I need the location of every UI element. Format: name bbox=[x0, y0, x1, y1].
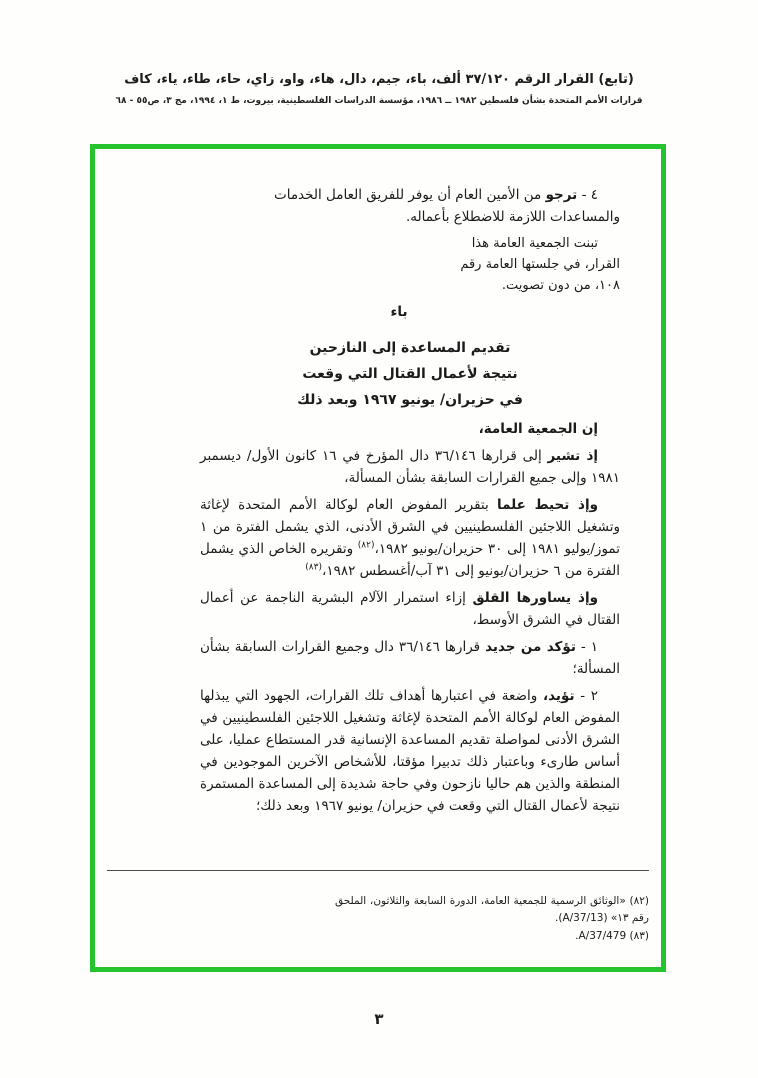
document-header bbox=[0, 72, 758, 106]
document-frame bbox=[90, 144, 666, 972]
footnote-label: (٨٢) bbox=[629, 894, 650, 907]
paragraph-lead: وإذ تحيط علما bbox=[497, 497, 598, 513]
paragraph-lead: وإذ يساورها القلق bbox=[472, 590, 598, 606]
adoption-note: تبنت الجمعية العامة هذا القرار، في جلستها العامة رقم ١٠٨، من دون تصويت. bbox=[460, 236, 620, 293]
paragraph-text: وتقريره الخاص الذي يشمل الفترة من ٦ حزيران/يونيو إلى ٣١ آب/أغسطس ١٩٨٢، bbox=[200, 541, 620, 579]
paragraph-text: من الأمين العام أن يوفر للفريق العامل الخدمات والمساعدات اللازمة للاضطلاع بأعماله. bbox=[274, 187, 620, 225]
paragraph-text: بتقرير المفوض العام لوكالة الأمم المتحدة لإغاثة وتشغيل اللاجئين الفلسطينيين في الشرق الأدنى، الذي يشمل الفترة من ١ تموز/يوليو ١٩٨١ إلى ٣٠ حزيران/يونيو ١٩٨٢، bbox=[200, 497, 620, 557]
title-line-3: في حزيران/ يونيو ١٩٦٧ وبعد ذلك bbox=[297, 392, 523, 408]
operative-paragraph-2 bbox=[200, 685, 620, 817]
title-line-1: تقديم المساعدة إلى النازحين bbox=[309, 340, 511, 356]
footnote-item-82 bbox=[335, 893, 649, 928]
preamble-paragraph-1 bbox=[200, 445, 620, 489]
footnote-label: (٨٣) bbox=[629, 929, 649, 942]
preamble-paragraph-2 bbox=[200, 494, 620, 582]
section-letter: باء bbox=[390, 304, 408, 320]
paragraph-text: إزاء استمرار الآلام البشرية الناجمة عن أعمال القتال في الشرق الأوسط، bbox=[200, 590, 620, 628]
paragraph-lead: تؤكد من جديد bbox=[485, 639, 576, 655]
footnotes bbox=[335, 893, 649, 946]
paragraph-lead: إذ تشير bbox=[547, 448, 598, 464]
operative-paragraph-1 bbox=[200, 636, 620, 680]
footnote-ref-82: (٨٢) bbox=[357, 540, 375, 551]
resolution-title bbox=[200, 335, 620, 413]
preamble-paragraph-3 bbox=[200, 587, 620, 631]
paragraph-text: واضعة في اعتبارها أهداف تلك القرارات، الجهود التي يبذلها المفوض العام لوكالة الأمم المتحدة لإغاثة وتشغيل اللاجئين الفلسطينيين في الشرق الأدنى لمواصلة تقديم المساعدة الإنسانية قدر المستطاع عمليا، على أساس طارىء وباعتبار ذلك تدبيرا مؤقتا، للأشخاص الآخرين الموجودين في المنطقة والذين هم حاليا نازحون وفي حاجة شديدة إلى المساعدة المستمرة نتيجة لأعمال القتال التي وقعت في حزيران/ يونيو ١٩٦٧ وبعد ذلك؛ bbox=[200, 688, 620, 814]
paragraph-number: ٢ - bbox=[580, 688, 599, 704]
paragraph-lead: ترجو bbox=[545, 187, 578, 203]
header-source-line: قرارات الأمم المتحدة بشأن فلسطين ١٩٨٢ ــ ١٩٨٦، مؤسسة الدراسات الفلسطينية، بيروت، ط ١، ١٩٩٤، مج ٣، ص٥٥ - ٦٨ bbox=[115, 96, 643, 106]
paragraph-number: ١ - bbox=[580, 639, 599, 655]
footnote-text: «الوثائق الرسمية للجمعية العامة، الدورة السابعة والثلاثون، الملحق رقم ١٣» (A/37/13). bbox=[335, 894, 649, 924]
footnote-text: A/37/479. bbox=[575, 929, 627, 942]
footnote-separator bbox=[107, 870, 649, 871]
paragraph-text: إلى قرارها ٣٦/١٤٦ دال المؤرخ في ١٦ كانون الأول/ ديسمبر ١٩٨١ وإلى جميع القرارات السابقة بشأن المسألة، bbox=[200, 448, 620, 486]
closing-paragraph-4 bbox=[274, 184, 620, 228]
header-title-line: (تابع) القرار الرقم ٣٧/١٢٠ ألف، باء، جيم، دال، هاء، واو، زاي، حاء، طاء، ياء، كاف bbox=[124, 72, 634, 87]
title-line-2: نتيجة لأعمال القتال التي وقعت bbox=[302, 366, 518, 382]
footnote-ref-83: (٨٣) bbox=[305, 562, 322, 573]
paragraph-lead: تؤيد، bbox=[542, 688, 575, 704]
paragraph-text: قرارها ٣٦/١٤٦ دال وجميع القرارات السابقة بشأن المسألة؛ bbox=[200, 639, 620, 677]
footnote-item-83 bbox=[335, 928, 649, 946]
paragraph-number: ٤ - bbox=[581, 187, 598, 203]
resolution-body bbox=[200, 179, 620, 817]
page-number: ٣ bbox=[374, 1010, 384, 1028]
opening-phrase: إن الجمعية العامة، bbox=[478, 421, 598, 437]
